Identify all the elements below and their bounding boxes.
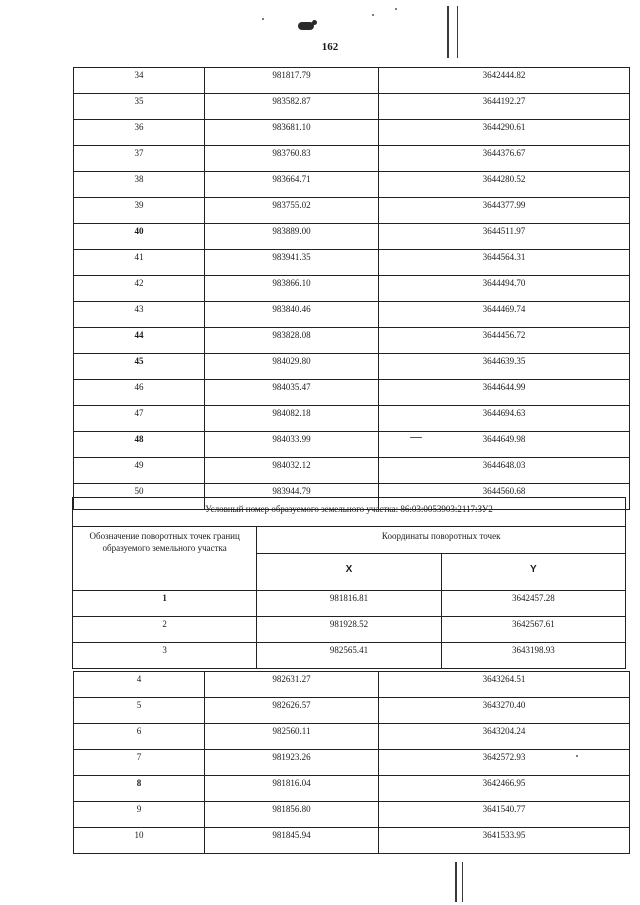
point-number-cell: 42 xyxy=(74,276,205,302)
point-number-cell: 41 xyxy=(74,250,205,276)
y-coordinate-cell: 3644644.99 xyxy=(379,380,630,406)
y-coordinate-cell: 3643270.40 xyxy=(379,698,630,724)
page-number: 162 xyxy=(321,41,339,53)
scan-line xyxy=(455,862,457,902)
point-number-cell: 7 xyxy=(74,750,205,776)
scan-dust xyxy=(395,8,397,10)
table-row xyxy=(73,617,626,643)
y-coordinate-cell: 3642457.28 xyxy=(441,591,625,617)
point-number-cell: 35 xyxy=(74,94,205,120)
x-coordinate-cell: 983582.87 xyxy=(205,94,379,120)
point-number-cell: 9 xyxy=(74,802,205,828)
y-coordinate-cell: 3644280.52 xyxy=(379,172,630,198)
y-coordinate-cell: 3643264.51 xyxy=(379,672,630,698)
y-coordinate-cell: 3644376.67 xyxy=(379,146,630,172)
point-number-cell: 36 xyxy=(74,120,205,146)
table-row xyxy=(74,328,630,354)
table-row xyxy=(73,591,626,617)
x-coordinate-cell: 984029.80 xyxy=(205,354,379,380)
x-coordinate-cell: 983828.08 xyxy=(205,328,379,354)
table-row xyxy=(74,672,630,698)
point-number-cell: 10 xyxy=(74,828,205,854)
table-row xyxy=(74,458,630,484)
table-row xyxy=(74,120,630,146)
scan-dust xyxy=(372,14,374,16)
y-coordinate-cell: 3644377.99 xyxy=(379,198,630,224)
parcel-coordinates-table xyxy=(72,497,626,669)
point-number-cell: 50 xyxy=(74,484,205,510)
x-coordinate-cell: 983760.83 xyxy=(205,146,379,172)
y-coordinate-cell: 3644639.35 xyxy=(379,354,630,380)
x-coordinate-cell: 984035.47 xyxy=(205,380,379,406)
x-coordinate-cell: 982565.41 xyxy=(257,643,441,669)
y-coordinate-cell: 3644564.31 xyxy=(379,250,630,276)
point-number-cell: 5 xyxy=(74,698,205,724)
table-row xyxy=(74,406,630,432)
point-number-cell: 46 xyxy=(74,380,205,406)
point-number-cell: 39 xyxy=(74,198,205,224)
table-row xyxy=(74,302,630,328)
table-row xyxy=(74,172,630,198)
x-coordinate-cell: 981856.80 xyxy=(205,802,379,828)
scan-line xyxy=(457,6,458,58)
x-coordinate-cell: 983944.79 xyxy=(205,484,379,510)
scan-smudge xyxy=(312,20,317,25)
point-number-cell: 49 xyxy=(74,458,205,484)
y-coordinate-cell: 3641540.77 xyxy=(379,802,630,828)
x-coordinate-cell: 983681.10 xyxy=(205,120,379,146)
y-coordinate-cell: 3644511.97 xyxy=(379,224,630,250)
table-row xyxy=(74,94,630,120)
coordinates-table-continued xyxy=(73,67,630,510)
point-number-cell: 34 xyxy=(74,68,205,94)
y-coordinate-cell: 3642466.95 xyxy=(379,776,630,802)
y-coordinate-cell: 3644648.03 xyxy=(379,458,630,484)
scan-dust xyxy=(262,18,264,20)
x-coordinate-cell: 981923.26 xyxy=(205,750,379,776)
table-row xyxy=(74,68,630,94)
x-coordinate-cell: 983889.00 xyxy=(205,224,379,250)
x-coordinate-cell: 984082.18 xyxy=(205,406,379,432)
table-row xyxy=(74,198,630,224)
coordinates-header: Координаты поворотных точек xyxy=(257,527,626,554)
x-coordinate-cell: 983755.02 xyxy=(205,198,379,224)
x-coordinate-cell: 983664.71 xyxy=(205,172,379,198)
y-coordinate-cell: 3644694.63 xyxy=(379,406,630,432)
parcel-coordinates-table-continued xyxy=(73,671,630,854)
y-coordinate-cell: 3643198.93 xyxy=(441,643,625,669)
x-coordinate-cell: 981816.04 xyxy=(205,776,379,802)
point-number-cell: 44 xyxy=(74,328,205,354)
table-row xyxy=(74,432,630,458)
y-coordinate-cell: 3644494.70 xyxy=(379,276,630,302)
table-row xyxy=(74,250,630,276)
x-coordinate-cell: 983840.46 xyxy=(205,302,379,328)
table-row xyxy=(74,724,630,750)
x-coordinate-cell: 984032.12 xyxy=(205,458,379,484)
x-coordinate-cell: 981817.79 xyxy=(205,68,379,94)
table-row xyxy=(74,380,630,406)
point-number-cell: 3 xyxy=(73,643,257,669)
point-number-cell: 45 xyxy=(74,354,205,380)
table-row xyxy=(74,750,630,776)
point-number-cell: 8 xyxy=(74,776,205,802)
y-coordinate-cell: 3641533.95 xyxy=(379,828,630,854)
x-coordinate-cell: 981928.52 xyxy=(257,617,441,643)
point-number-cell: 37 xyxy=(74,146,205,172)
point-number-cell: 38 xyxy=(74,172,205,198)
y-column-header: Y xyxy=(441,554,625,591)
x-coordinate-cell: 981816.81 xyxy=(257,591,441,617)
x-coordinate-cell: 982626.57 xyxy=(205,698,379,724)
scan-line xyxy=(447,6,449,58)
point-number-cell: 40 xyxy=(74,224,205,250)
point-number-cell: 6 xyxy=(74,724,205,750)
x-coordinate-cell: 983941.35 xyxy=(205,250,379,276)
table-row xyxy=(74,354,630,380)
y-coordinate-cell: 3644469.74 xyxy=(379,302,630,328)
y-coordinate-cell: 3642567.61 xyxy=(441,617,625,643)
table-row xyxy=(74,224,630,250)
table-row xyxy=(74,698,630,724)
x-coordinate-cell: 983866.10 xyxy=(205,276,379,302)
table-row xyxy=(74,802,630,828)
table-row xyxy=(74,146,630,172)
x-coordinate-cell: 984033.99 xyxy=(205,432,379,458)
x-column-header: X xyxy=(257,554,441,591)
parcel-title: Условный номер образуемого земельного участка: 86:03:0053903:2117:ЗУ2 xyxy=(73,498,626,527)
table-row xyxy=(74,776,630,802)
point-number-cell: 47 xyxy=(74,406,205,432)
point-number-cell: 4 xyxy=(74,672,205,698)
x-coordinate-cell: 982560.11 xyxy=(205,724,379,750)
y-coordinate-cell: 3644649.98 xyxy=(379,432,630,458)
point-number-cell: 1 xyxy=(73,591,257,617)
y-coordinate-cell: 3644560.68 xyxy=(379,484,630,510)
point-label-header: Обозначение поворотных точек границ образуемого земельного участка xyxy=(73,527,257,591)
y-coordinate-cell: 3643204.24 xyxy=(379,724,630,750)
table-row xyxy=(74,828,630,854)
x-coordinate-cell: 982631.27 xyxy=(205,672,379,698)
table-row xyxy=(74,276,630,302)
y-coordinate-cell: 3644192.27 xyxy=(379,94,630,120)
table-row xyxy=(73,643,626,669)
y-coordinate-cell: 3644456.72 xyxy=(379,328,630,354)
x-coordinate-cell: 981845.94 xyxy=(205,828,379,854)
point-number-cell: 2 xyxy=(73,617,257,643)
y-coordinate-cell: 3644290.61 xyxy=(379,120,630,146)
y-coordinate-cell: 3642572.93 xyxy=(379,750,630,776)
point-number-cell: 43 xyxy=(74,302,205,328)
y-coordinate-cell: 3642444.82 xyxy=(379,68,630,94)
point-number-cell: 48 xyxy=(74,432,205,458)
scan-line xyxy=(462,862,463,902)
